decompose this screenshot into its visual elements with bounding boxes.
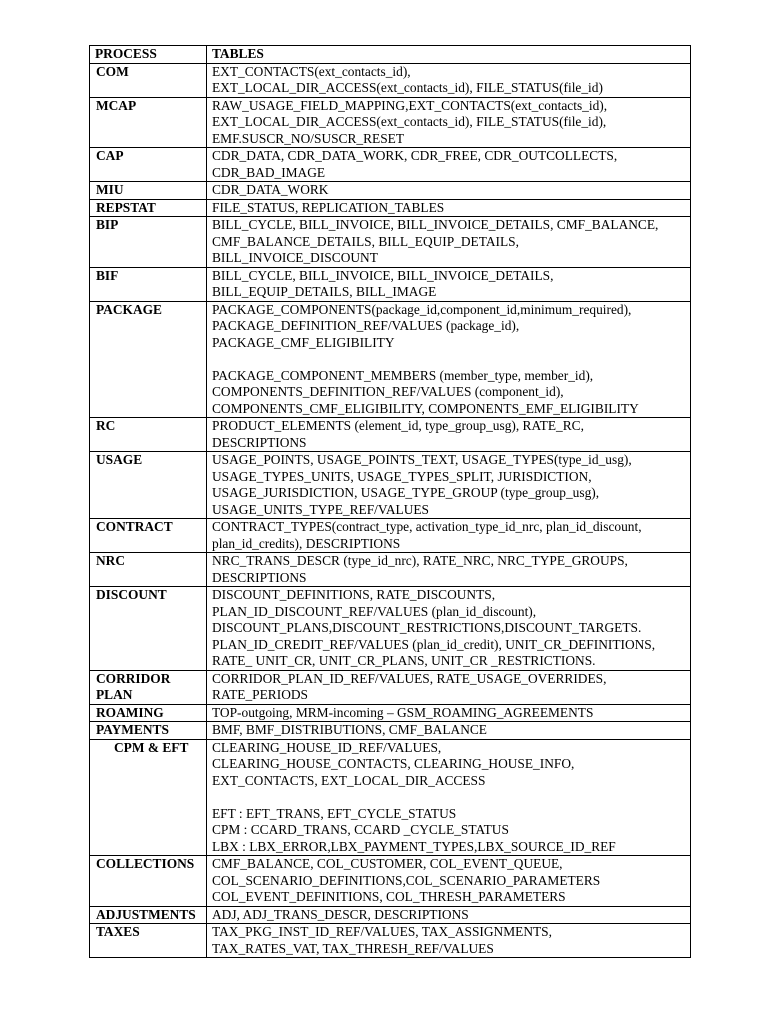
table-row — [90, 182, 691, 200]
process-cell: USAGE — [90, 452, 207, 519]
process-cell: CAP — [90, 148, 207, 182]
header-process: PROCESS — [90, 46, 207, 64]
table-row — [90, 519, 691, 553]
tables-cell: PACKAGE_COMPONENTS(package_id,component_id,minimum_required), PACKAGE_DEFINITION_REF/VALUES (package_id), PACKAGE_CMF_ELIGIBILITY PACKAGE_COMPONENT_MEMBERS (member_type, member_id), COMPONENTS_DEFINITION_REF/VALUES (component_id), COMPONENTS_CMF_ELIGIBILITY, COMPONENTS_EMF_ELIGIBILITY — [207, 301, 691, 418]
tables-cell: PRODUCT_ELEMENTS (element_id, type_group_usg), RATE_RC, DESCRIPTIONS — [207, 418, 691, 452]
table-row — [90, 924, 691, 958]
tables-cell: CLEARING_HOUSE_ID_REF/VALUES, CLEARING_HOUSE_CONTACTS, CLEARING_HOUSE_INFO, EXT_CONTACTS, EXT_LOCAL_DIR_ACCESS EFT : EFT_TRANS, EFT_CYCLE_STATUS CPM : CCARD_TRANS, CCARD _CYCLE_STATUS LBX : LBX_ERROR,LBX_PAYMENT_TYPES,LBX_SOURCE_ID_REF — [207, 739, 691, 856]
table-row — [90, 63, 691, 97]
tables-cell: USAGE_POINTS, USAGE_POINTS_TEXT, USAGE_TYPES(type_id_usg), USAGE_TYPES_UNITS, USAGE_TYPES_SPLIT, JURISDICTION, USAGE_JURISDICTION, USAGE_TYPE_GROUP (type_group_usg), USAGE_UNITS_TYPE_REF/VALUES — [207, 452, 691, 519]
tables-cell: NRC_TRANS_DESCR (type_id_nrc), RATE_NRC, NRC_TYPE_GROUPS, DESCRIPTIONS — [207, 553, 691, 587]
process-cell: ROAMING — [90, 704, 207, 722]
header-tables: TABLES — [207, 46, 691, 64]
process-cell: RC — [90, 418, 207, 452]
process-cell: DISCOUNT — [90, 587, 207, 671]
tables-cell: BILL_CYCLE, BILL_INVOICE, BILL_INVOICE_DETAILS, CMF_BALANCE, CMF_BALANCE_DETAILS, BILL_EQUIP_DETAILS, BILL_INVOICE_DISCOUNT — [207, 217, 691, 268]
table-row — [90, 856, 691, 907]
tables-cell: ADJ, ADJ_TRANS_DESCR, DESCRIPTIONS — [207, 906, 691, 924]
process-cell: BIP — [90, 217, 207, 268]
tables-cell: CDR_DATA_WORK — [207, 182, 691, 200]
tables-cell: RAW_USAGE_FIELD_MAPPING,EXT_CONTACTS(ext_contacts_id), EXT_LOCAL_DIR_ACCESS(ext_contacts_id), FILE_STATUS(file_id), EMF.SUSCR_NO/SUSCR_RESET — [207, 97, 691, 148]
table-row — [90, 722, 691, 740]
process-cell: COLLECTIONS — [90, 856, 207, 907]
table-row — [90, 97, 691, 148]
table-row — [90, 452, 691, 519]
tables-cell: TOP-outgoing, MRM-incoming – GSM_ROAMING_AGREEMENTS — [207, 704, 691, 722]
table-row — [90, 301, 691, 418]
process-cell: NRC — [90, 553, 207, 587]
process-cell: CPM & EFT — [90, 739, 207, 856]
process-cell: MCAP — [90, 97, 207, 148]
process-cell: COM — [90, 63, 207, 97]
table-row — [90, 704, 691, 722]
table-row — [90, 217, 691, 268]
process-cell: CONTRACT — [90, 519, 207, 553]
process-cell: PAYMENTS — [90, 722, 207, 740]
table-row — [90, 148, 691, 182]
tables-cell: DISCOUNT_DEFINITIONS, RATE_DISCOUNTS, PLAN_ID_DISCOUNT_REF/VALUES (plan_id_discount), DISCOUNT_PLANS,DISCOUNT_RESTRICTIONS,DISCOUNT_TARGETS. PLAN_ID_CREDIT_REF/VALUES (plan_id_credit), UNIT_CR_DEFINITIONS, RATE_ UNIT_CR, UNIT_CR_PLANS, UNIT_CR _RESTRICTIONS. — [207, 587, 691, 671]
process-cell: REPSTAT — [90, 199, 207, 217]
tables-cell: CMF_BALANCE, COL_CUSTOMER, COL_EVENT_QUEUE, COL_SCENARIO_DEFINITIONS,COL_SCENARIO_PARAMETERS COL_EVENT_DEFINITIONS, COL_THRESH_PARAMETERS — [207, 856, 691, 907]
process-cell: TAXES — [90, 924, 207, 958]
table-header-row — [90, 46, 691, 64]
tables-cell: CONTRACT_TYPES(contract_type, activation_type_id_nrc, plan_id_discount, plan_id_credits), DESCRIPTIONS — [207, 519, 691, 553]
process-cell: MIU — [90, 182, 207, 200]
tables-cell: TAX_PKG_INST_ID_REF/VALUES, TAX_ASSIGNMENTS, TAX_RATES_VAT, TAX_THRESH_REF/VALUES — [207, 924, 691, 958]
table-row — [90, 418, 691, 452]
table-row — [90, 906, 691, 924]
tables-cell: CDR_DATA, CDR_DATA_WORK, CDR_FREE, CDR_OUTCOLLECTS, CDR_BAD_IMAGE — [207, 148, 691, 182]
process-tables-table — [89, 45, 691, 958]
table-row — [90, 267, 691, 301]
process-cell: PACKAGE — [90, 301, 207, 418]
tables-cell: CORRIDOR_PLAN_ID_REF/VALUES, RATE_USAGE_OVERRIDES, RATE_PERIODS — [207, 670, 691, 704]
process-cell: ADJUSTMENTS — [90, 906, 207, 924]
tables-cell: FILE_STATUS, REPLICATION_TABLES — [207, 199, 691, 217]
process-cell: BIF — [90, 267, 207, 301]
table-row — [90, 587, 691, 671]
tables-cell: EXT_CONTACTS(ext_contacts_id), EXT_LOCAL_DIR_ACCESS(ext_contacts_id), FILE_STATUS(file_id) — [207, 63, 691, 97]
table-row — [90, 553, 691, 587]
table-row — [90, 199, 691, 217]
table-row — [90, 670, 691, 704]
table-row — [90, 739, 691, 856]
process-cell: CORRIDOR PLAN — [90, 670, 207, 704]
tables-cell: BMF, BMF_DISTRIBUTIONS, CMF_BALANCE — [207, 722, 691, 740]
tables-cell: BILL_CYCLE, BILL_INVOICE, BILL_INVOICE_DETAILS, BILL_EQUIP_DETAILS, BILL_IMAGE — [207, 267, 691, 301]
